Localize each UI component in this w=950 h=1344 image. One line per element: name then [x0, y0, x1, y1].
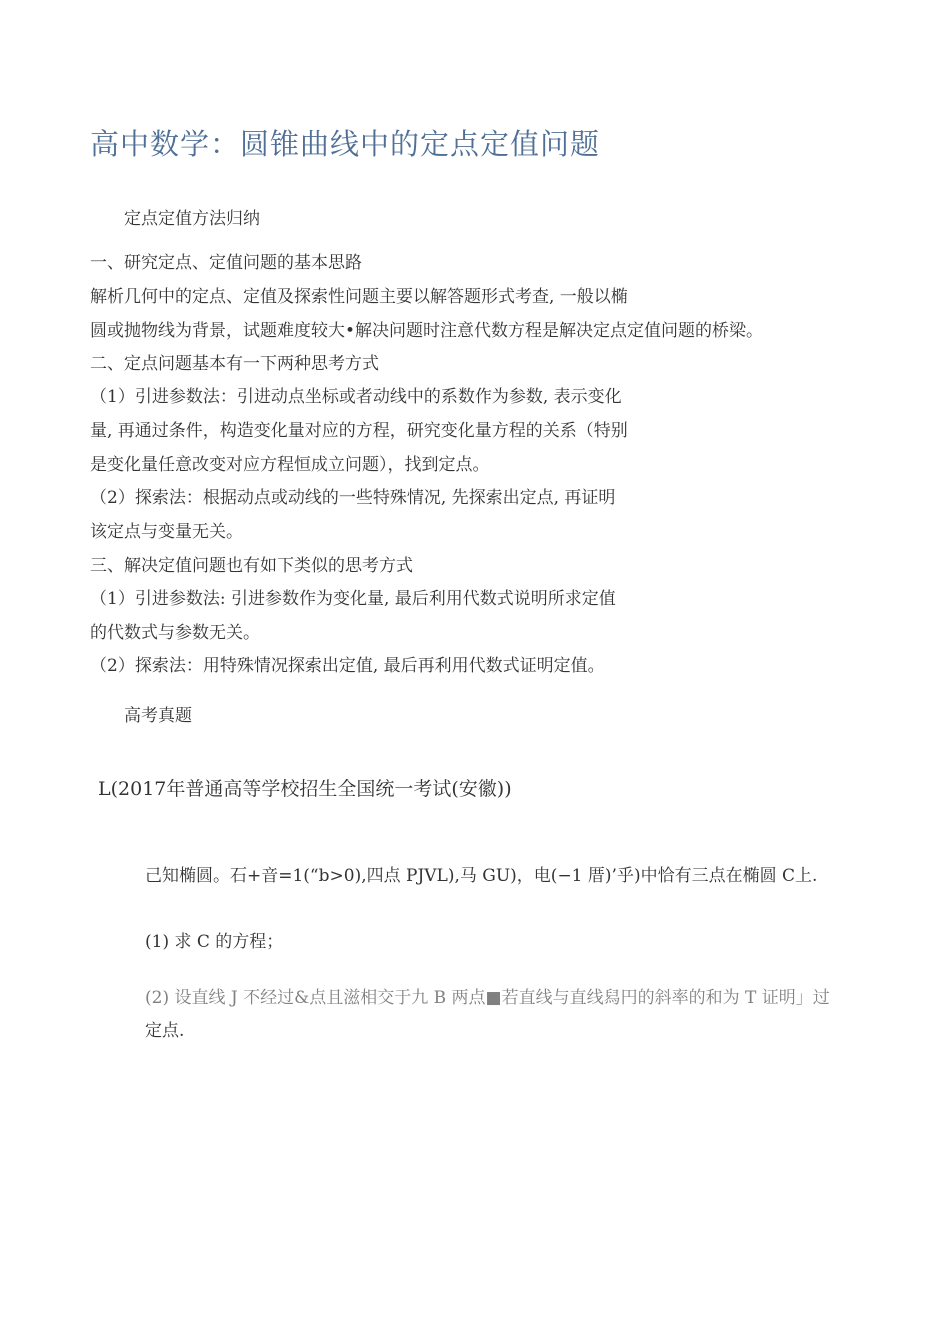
text-line: 三、解决定值问题也有如下类似的思考方式	[90, 556, 413, 576]
text-line: 该定点与变量无关。	[90, 522, 243, 542]
section-heading-methods: 定点定值方法归纳	[124, 209, 260, 229]
text-line: 圆或抛物线为背景，试题难度较大•解决问题时注意代数方程是解决定点定值问题的桥梁。	[90, 321, 764, 341]
text-line: 量, 再通过条件，构造变化量对应的方程，研究变化量方程的关系（特别	[90, 421, 628, 441]
text-line: 一、研究定点、定值问题的基本思路	[90, 253, 362, 273]
text-line: 的代数式与参数无关。	[90, 623, 260, 643]
text-line: （1）引进参数法：引进动点坐标或者动线中的系数作为参数, 表示变化	[90, 387, 622, 407]
section-heading-exams: 高考真题	[124, 706, 192, 726]
text-line: （2）探索法：根据动点或动线的一些特殊情况, 先探索出定点, 再证明	[90, 488, 616, 508]
question-part-2: (2) 设直线 J 不经过&点且滋相交于九 B 两点■若直线与直线舄円的斜率的和为 T 证明」过	[145, 988, 830, 1008]
text-line: （2）探索法：用特殊情况探索出定值, 最后再利用代数式证明定值。	[90, 656, 605, 676]
question-stem: 己知椭圆。石+音=1(“b>0),四点 PJVL),马 GU)，电(−1 厝)’乎)中恰有三点在椭圆 C上.	[145, 866, 818, 886]
text-line: 是变化量任意改变对应方程恒成立问题），找到定点。	[90, 455, 490, 475]
question-part-2-continued: 定点.	[145, 1021, 185, 1041]
question-heading: L(2017年普通高等学校招生全国统一考试(安徽))	[98, 778, 512, 800]
text-line: 解析几何中的定点、定值及探索性问题主要以解答题形式考查, 一般以椭	[90, 287, 628, 307]
text-line: 二、定点问题基本有一下两种思考方式	[90, 354, 379, 374]
text-line: （1）引进参数法: 引进参数作为变化量, 最后利用代数式说明所求定值	[90, 589, 616, 609]
page-title: 高中数学：圆锥曲线中的定点定值问题	[90, 127, 601, 161]
question-part-1: (1) 求 C 的方程；	[145, 932, 284, 952]
